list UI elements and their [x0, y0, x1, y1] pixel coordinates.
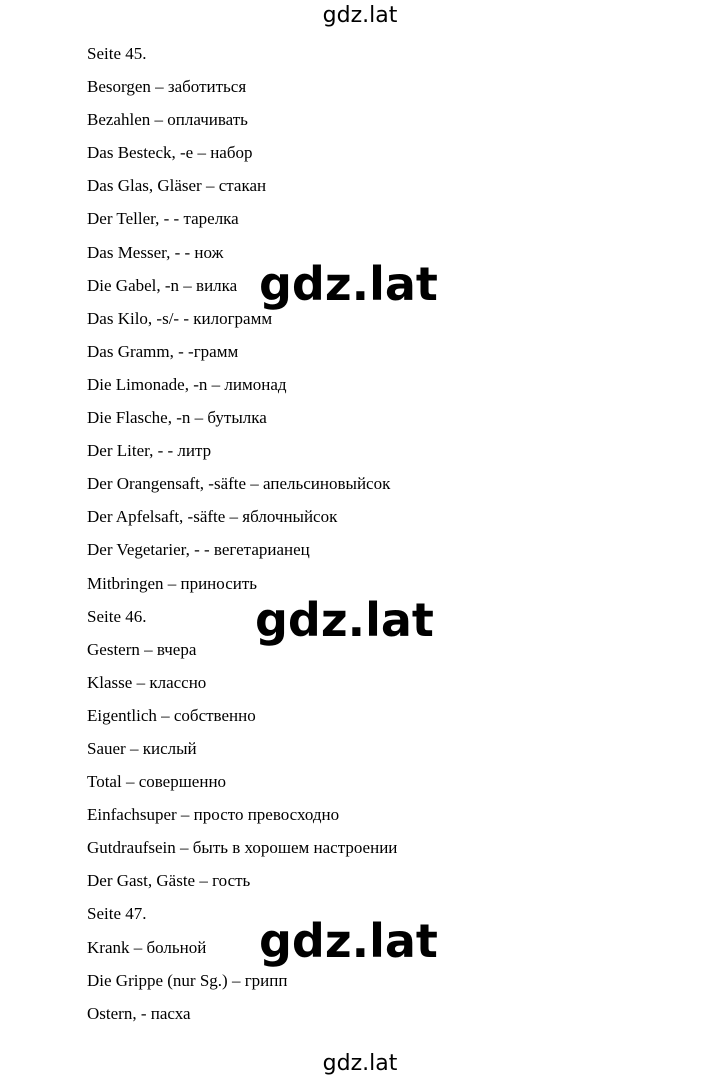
- vocab-line: Der Teller, - - тарелка: [87, 209, 239, 229]
- watermark-overlay: gdz.lat: [255, 593, 434, 647]
- footer-watermark: gdz.lat: [322, 1051, 398, 1076]
- vocab-line: Der Apfelsaft, -säfte – яблочныйсок: [87, 507, 338, 527]
- vocab-line: Der Orangensaft, -säfte – апельсиновыйсок: [87, 474, 391, 494]
- vocab-line: Die Flasche, -n – бутылка: [87, 408, 267, 428]
- vocab-line: Ostern, - пасха: [87, 1003, 191, 1023]
- section-heading: Seite 46.: [87, 606, 147, 626]
- vocab-line: Das Messer, - - нож: [87, 242, 224, 262]
- vocab-line: Die Grippe (nur Sg.) – грипп: [87, 970, 288, 990]
- watermark-overlay: gdz.lat: [259, 257, 438, 311]
- vocab-line: Gutdraufsein – быть в хорошем настроении: [87, 838, 398, 858]
- section-heading: Seite 47.: [87, 904, 147, 924]
- header-watermark: gdz.lat: [322, 3, 398, 28]
- vocab-line: Mitbringen – приносить: [87, 573, 258, 593]
- vocab-line: Das Kilo, -s/- - килограмм: [87, 308, 273, 328]
- vocabulary-list: [87, 41, 397, 1034]
- vocab-line: Der Gast, Gäste – гость: [87, 871, 251, 891]
- vocab-line: Die Gabel, -n – вилка: [87, 275, 238, 295]
- vocab-line: Der Liter, - - литр: [87, 441, 212, 461]
- section-heading: Seite 45.: [87, 44, 147, 63]
- vocab-line: Gestern – вчера: [87, 639, 197, 659]
- vocab-line: Der Vegetarier, - - вегетарианец: [87, 540, 310, 560]
- vocab-line: Einfachsuper – просто превосходно: [87, 805, 340, 825]
- vocab-line: Sauer – кислый: [87, 738, 197, 758]
- vocab-line: Klasse – классно: [87, 672, 207, 692]
- vocab-line: Eigentlich – собственно: [87, 705, 256, 725]
- watermark-overlay: gdz.lat: [259, 914, 438, 968]
- vocab-line: Das Besteck, -e – набор: [87, 143, 253, 163]
- vocab-line: Das Glas, Gläser – стакан: [87, 176, 267, 196]
- vocab-line: Die Limonade, -n – лимонад: [87, 374, 287, 394]
- vocab-line: Krank – больной: [87, 937, 207, 957]
- vocab-line: Bezahlen – оплачивать: [87, 110, 248, 130]
- vocab-line: Besorgen – заботиться: [87, 77, 247, 97]
- vocab-line: Total – совершенно: [87, 772, 227, 792]
- vocab-line: Das Gramm, - -грамм: [87, 341, 239, 361]
